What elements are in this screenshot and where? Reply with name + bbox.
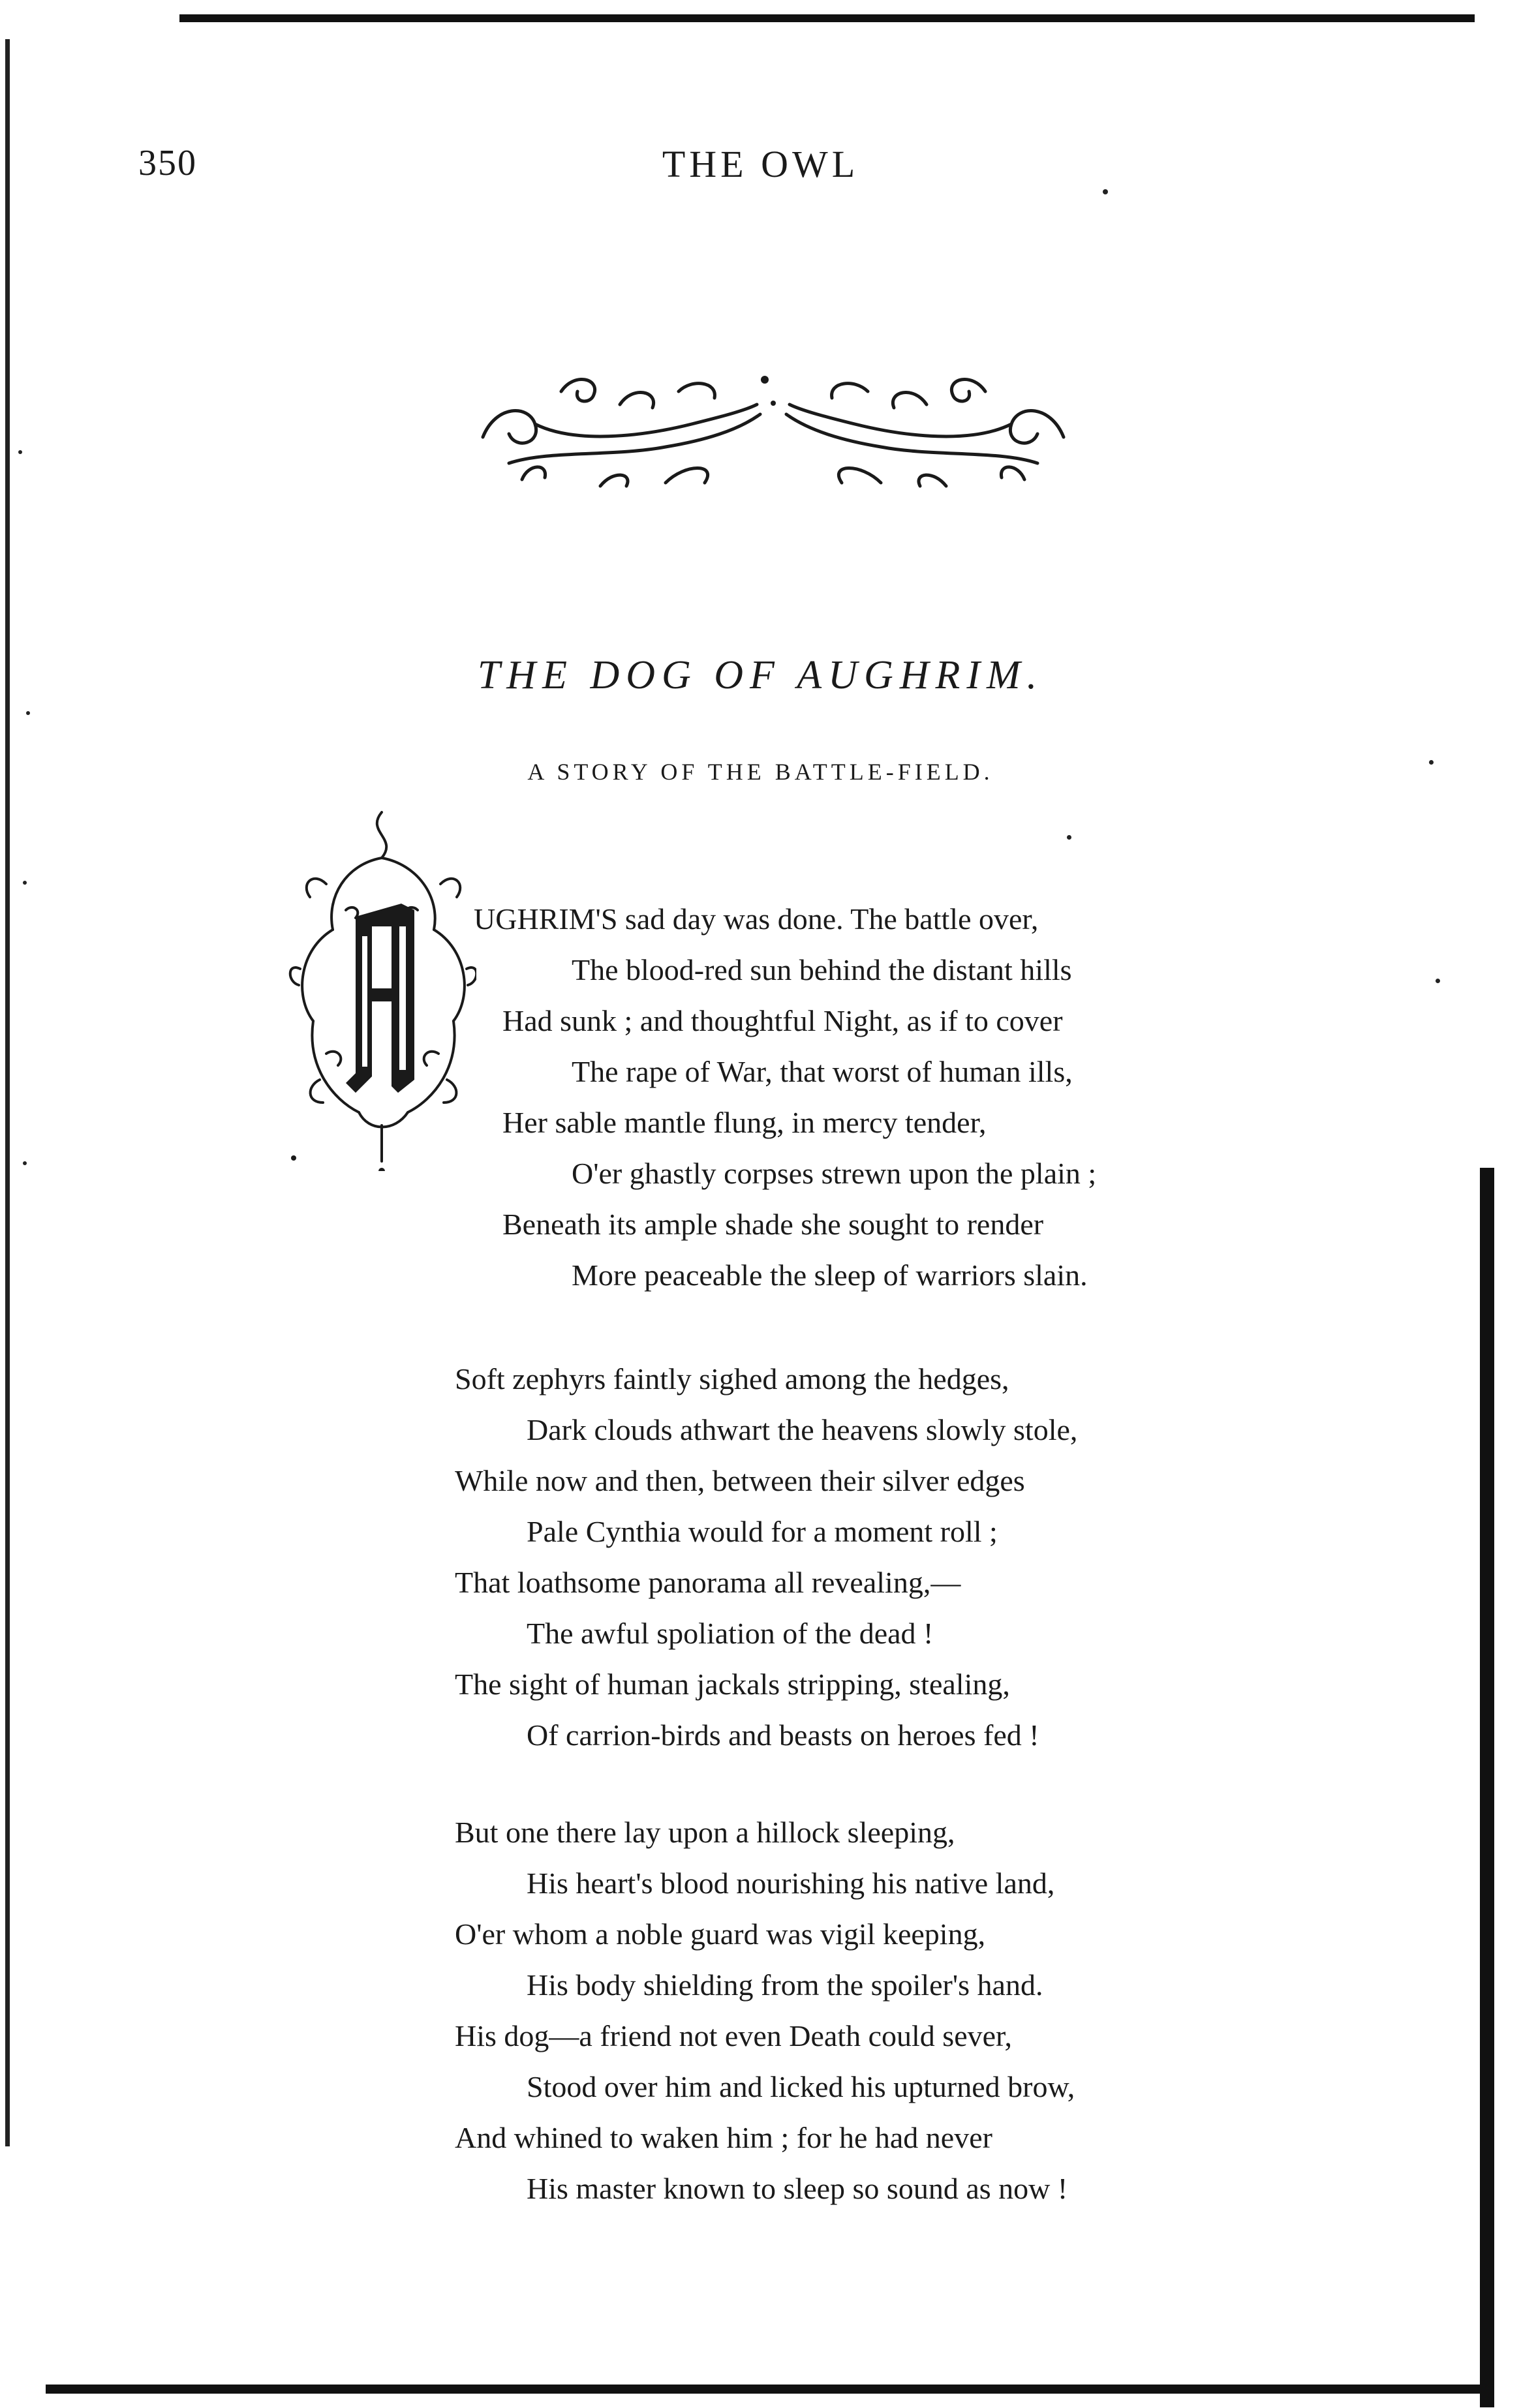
scan-speck [23, 881, 27, 885]
scan-speck [1429, 760, 1434, 765]
poem-line: While now and then, between their silver edges [455, 1464, 1025, 1497]
poem-line: Stood over him and licked his upturned brow, [527, 2070, 1075, 2103]
poem-line: The awful spoliation of the dead ! [527, 1617, 934, 1650]
top-rule [179, 14, 1475, 22]
poem-line: More peaceable the sleep of warriors slain. [572, 1258, 1088, 1292]
scan-speck [18, 450, 22, 454]
scan-speck [1103, 189, 1108, 194]
poem-line: His body shielding from the spoiler's hand. [527, 1968, 1043, 2002]
stanza-1 [474, 894, 1096, 1301]
poem-line: That loathsome panorama all revealing,— [455, 1566, 961, 1599]
ornamental-drop-cap [287, 806, 476, 1171]
left-margin-line [5, 39, 10, 2146]
poem-line: Her sable mantle flung, in mercy tender, [502, 1106, 987, 1139]
poem-line: Soft zephyrs faintly sighed among the hedges, [455, 1362, 1009, 1395]
poem-line: Beneath its ample shade she sought to render [502, 1208, 1044, 1241]
poem-line: O'er whom a noble guard was vigil keeping, [455, 1917, 986, 1951]
poem-line: Pale Cynthia would for a moment roll ; [527, 1515, 998, 1548]
poem-line: Dark clouds athwart the heavens slowly stole, [527, 1413, 1078, 1446]
scan-speck [1067, 835, 1071, 840]
poem-line: The rape of War, that worst of human ills, [572, 1055, 1073, 1088]
poem-subtitle: A STORY OF THE BATTLE-FIELD. [527, 759, 994, 785]
running-head: THE OWL [662, 143, 859, 185]
poem-line: The sight of human jackals stripping, stealing, [455, 1668, 1010, 1701]
scan-speck [1436, 979, 1440, 983]
scan-speck [26, 711, 30, 715]
poem-line: O'er ghastly corpses strewn upon the plain ; [572, 1157, 1097, 1190]
bottom-rule [46, 2385, 1481, 2394]
scan-speck [23, 1161, 27, 1165]
poem-line: Of carrion-birds and beasts on heroes fed ! [527, 1718, 1039, 1752]
poem-line: Had sunk ; and thoughtful Night, as if to cover [502, 1004, 1063, 1037]
poem-line: But one there lay upon a hillock sleeping, [455, 1816, 955, 1849]
stanza-2 [455, 1354, 1077, 1761]
poem-line: UGHRIM'S sad day was done. The battle over, [474, 902, 1039, 936]
poem-line: The blood-red sun behind the distant hills [572, 953, 1072, 986]
poem-title: THE DOG OF AUGHRIM. [477, 653, 1044, 697]
stanza-3 [455, 1807, 1075, 2214]
poem-line: His master known to sleep so sound as now ! [527, 2172, 1068, 2205]
scroll-ornament [470, 365, 1077, 496]
poem-line: And whined to waken him ; for he had never [455, 2121, 992, 2154]
right-margin-edge [1480, 1168, 1494, 2407]
page-number: 350 [138, 143, 197, 183]
poem-line: His heart's blood nourishing his native land, [527, 1867, 1055, 1900]
poem-line: His dog—a friend not even Death could sever, [455, 2019, 1013, 2052]
